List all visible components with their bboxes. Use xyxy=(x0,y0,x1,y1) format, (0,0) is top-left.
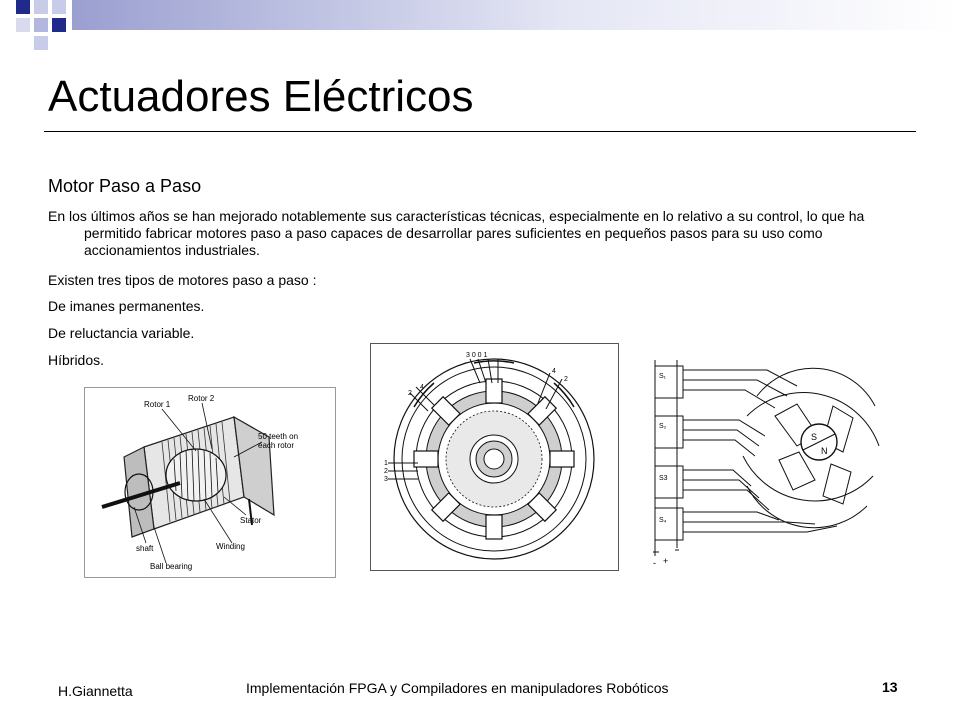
section-subtitle: Motor Paso a Paso xyxy=(48,176,202,196)
banner-square xyxy=(34,0,48,14)
type-item-variable-reluctance: De reluctancia variable. xyxy=(48,325,195,341)
title-divider xyxy=(44,131,916,132)
label-ball-bearing: Ball bearing xyxy=(150,562,193,571)
slide-title: Actuadores Eléctricos xyxy=(48,72,474,121)
types-intro: Existen tres tipos de motores paso a paso : xyxy=(48,272,317,288)
switch-label-s4: S₄ xyxy=(659,517,667,524)
banner-square xyxy=(16,18,30,32)
banner-square xyxy=(34,18,48,32)
type-item-hybrid: Híbridos. xyxy=(48,352,105,368)
banner-gradient-bar xyxy=(72,0,960,30)
vr-label-upper-left: 2 xyxy=(408,390,412,397)
label-winding: Winding xyxy=(216,542,245,551)
header-banner xyxy=(0,0,960,50)
switch-label-s2: S₂ xyxy=(659,423,667,430)
hybrid-motor-cutaway-figure xyxy=(84,387,336,578)
label-teeth-line1: 50 teeth on xyxy=(258,432,299,441)
vr-label-upper-left2: 4 xyxy=(420,384,424,391)
banner-square xyxy=(34,36,48,50)
label-rotor1: Rotor 1 xyxy=(144,400,171,409)
slide-number: 13 xyxy=(882,679,898,695)
vr-label-left1: 1 xyxy=(384,460,388,467)
label-stator: Stator xyxy=(240,516,262,525)
label-rotor2: Rotor 2 xyxy=(188,394,215,403)
banner-square xyxy=(16,0,30,14)
variable-reluctance-motor-figure xyxy=(370,343,619,571)
type-item-permanent-magnet: De imanes permanentes. xyxy=(48,298,205,314)
vr-label-top-right2: 2 xyxy=(564,376,568,383)
banner-square xyxy=(52,18,66,32)
intro-paragraph: En los últimos años se han mejorado notablemente sus características técnicas, especialmente en lo relativo a su control, lo que ha permitido fabricar motores paso a paso capaces de desarrollar pares suficientes en pequeños pasos para su uso como accionamientos industriales. xyxy=(48,208,865,258)
rotor-south-label: S xyxy=(811,432,818,442)
footer-author: H.Giannetta xyxy=(58,683,133,699)
vr-label-left3: 3 xyxy=(384,476,388,483)
switch-label-s1: S₁ xyxy=(659,373,667,380)
switch-label-s3: S3 xyxy=(659,475,668,482)
vr-label-top-right: 4 xyxy=(552,368,556,375)
label-teeth-line2: each rotor xyxy=(258,441,295,450)
supply-plus-label: + xyxy=(663,556,669,566)
label-shaft: shaft xyxy=(136,544,154,553)
permanent-magnet-stepper-figure xyxy=(647,356,883,568)
vr-label-left2: 2 xyxy=(384,468,388,475)
banner-square xyxy=(52,0,66,14)
footer-course: Implementación FPGA y Compiladores en manipuladores Robóticos xyxy=(246,680,669,696)
rotor-north-label: N xyxy=(821,446,828,456)
supply-minus-label: - xyxy=(653,558,656,568)
vr-label-top: 3 0 0 1 xyxy=(466,352,488,359)
